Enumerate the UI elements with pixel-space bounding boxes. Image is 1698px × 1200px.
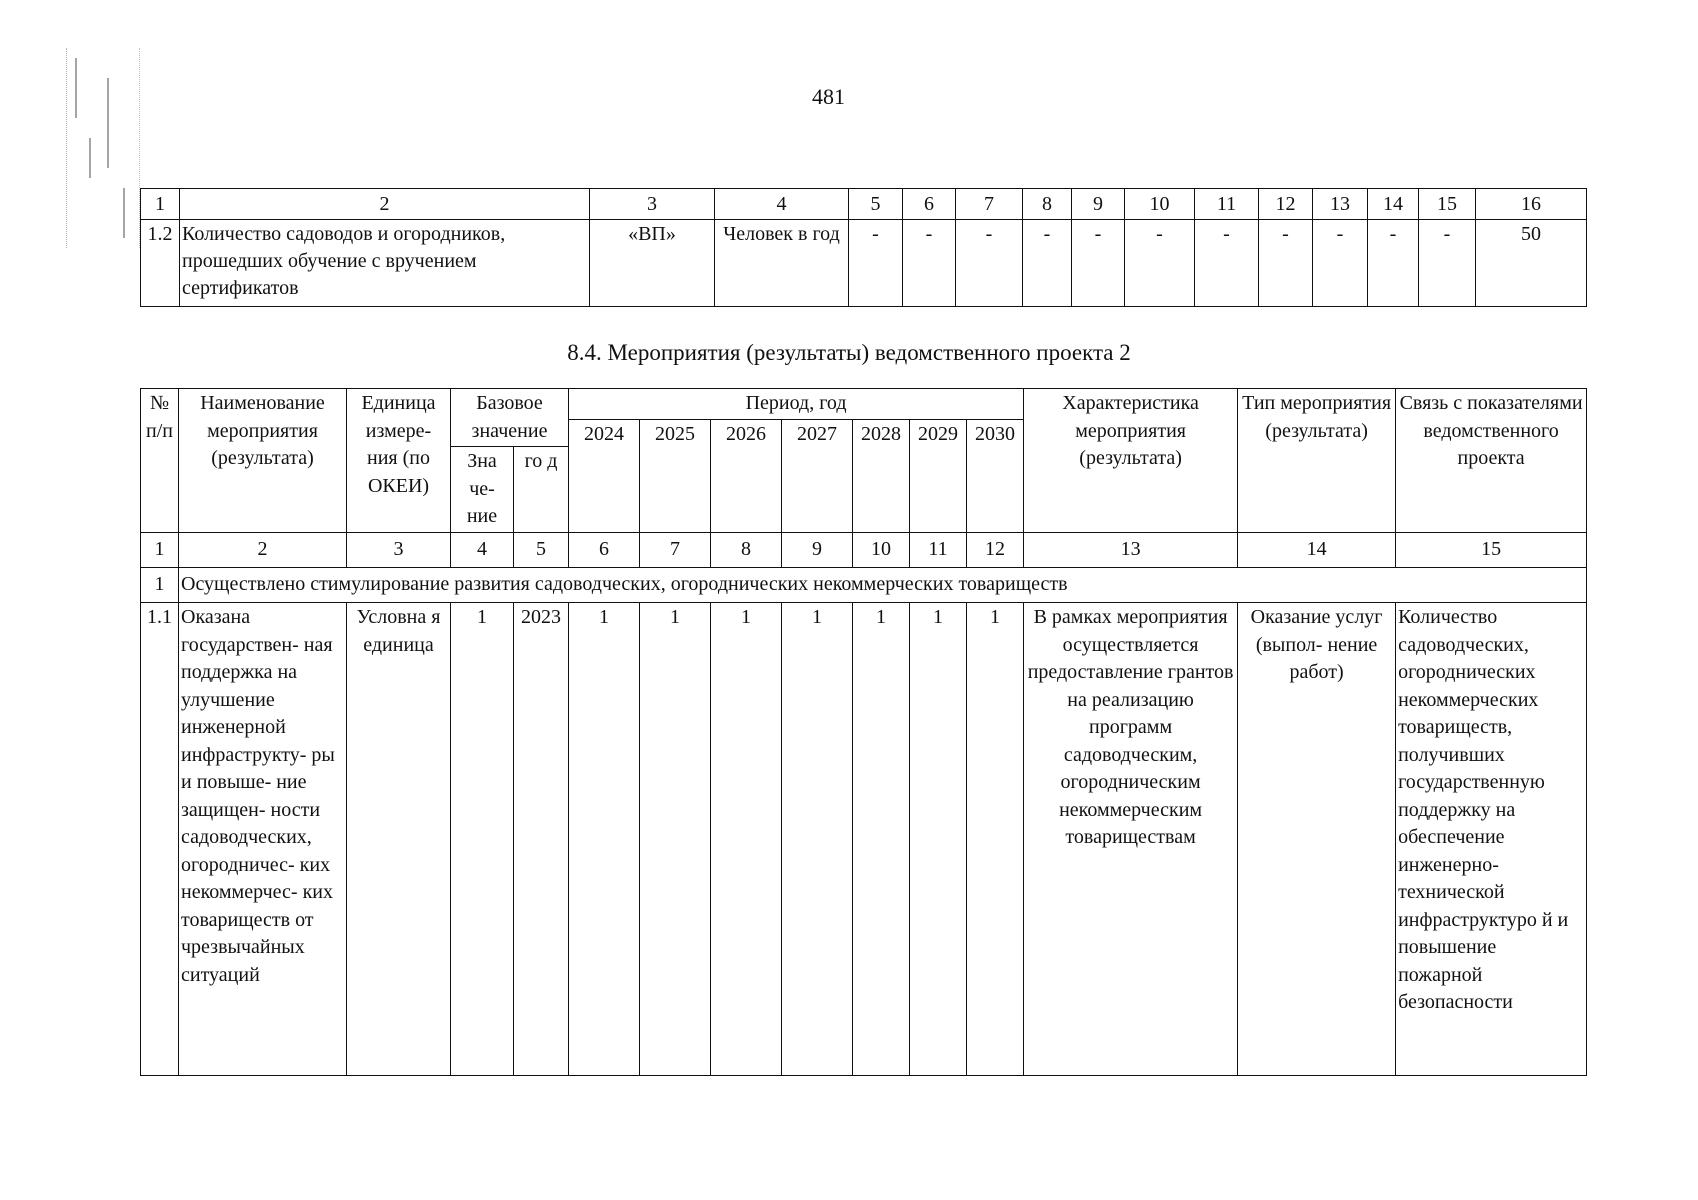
year-value: 1 bbox=[640, 603, 711, 1076]
group-number: 1 bbox=[141, 568, 179, 603]
header-year: 2026 bbox=[711, 419, 782, 533]
year-value: 1 bbox=[967, 603, 1024, 1076]
col-number: 12 bbox=[1259, 189, 1313, 220]
event-link: Количество садоводческих, огороднических некоммерческих товариществ, получивших государственную поддержку на обеспечение инженерно- технической инфраструктуро й и повышение пожарной безопасности bbox=[1396, 603, 1587, 1076]
col-number: 3 bbox=[590, 189, 715, 220]
col-number: 10 bbox=[1125, 189, 1195, 220]
archive-stamp bbox=[66, 48, 140, 248]
header-year: 2027 bbox=[782, 419, 853, 533]
base-value: 1 bbox=[451, 603, 514, 1076]
indicator-name: Количество садоводов и огородников, прошедших обучение с вручением сертификатов bbox=[180, 220, 590, 307]
header-characteristic: Характеристика мероприятия (результата) bbox=[1024, 389, 1238, 533]
header-unit: Единица измере- ния (по ОКЕИ) bbox=[347, 389, 451, 533]
col-number: 1 bbox=[141, 189, 180, 220]
empty-value: - bbox=[1259, 220, 1313, 307]
col-number: 2 bbox=[179, 533, 347, 568]
table-row bbox=[141, 603, 1587, 1076]
group-row bbox=[141, 568, 1587, 603]
col-number: 6 bbox=[569, 533, 640, 568]
col-number: 13 bbox=[1313, 189, 1368, 220]
empty-value: - bbox=[1195, 220, 1259, 307]
section-title: 8.4. Мероприятия (результаты) ведомственного проекта 2 bbox=[567, 340, 1131, 365]
col-number: 7 bbox=[640, 533, 711, 568]
col-number: 13 bbox=[1024, 533, 1238, 568]
column-number-row bbox=[141, 189, 1587, 220]
event-unit: Условна я единица bbox=[347, 603, 451, 1076]
indicators-table bbox=[140, 188, 1587, 307]
page-number: 481 bbox=[812, 84, 845, 109]
col-number: 3 bbox=[347, 533, 451, 568]
header-year: 2028 bbox=[853, 419, 910, 533]
header-row bbox=[141, 389, 1587, 420]
base-year: 2023 bbox=[514, 603, 569, 1076]
col-number: 8 bbox=[711, 533, 782, 568]
table-row bbox=[141, 220, 1587, 307]
header-base: Базовое значение bbox=[451, 389, 569, 447]
event-type: Оказание услуг (выпол- нение работ) bbox=[1238, 603, 1396, 1076]
col-number: 8 bbox=[1023, 189, 1072, 220]
col-number: 4 bbox=[715, 189, 849, 220]
header-year: 2029 bbox=[910, 419, 967, 533]
column-number-row bbox=[141, 533, 1587, 568]
header-year: 2024 bbox=[569, 419, 640, 533]
col-number: 9 bbox=[782, 533, 853, 568]
col-number: 14 bbox=[1238, 533, 1396, 568]
empty-value: - bbox=[1419, 220, 1476, 307]
header-link: Связь с показателями ведомственного проекта bbox=[1396, 389, 1587, 533]
col-number: 11 bbox=[910, 533, 967, 568]
col-number: 15 bbox=[1396, 533, 1587, 568]
col-number: 5 bbox=[849, 189, 903, 220]
indicator-value: 50 bbox=[1476, 220, 1587, 307]
year-value: 1 bbox=[711, 603, 782, 1076]
col-number: 14 bbox=[1368, 189, 1419, 220]
empty-value: - bbox=[956, 220, 1023, 307]
col-number: 6 bbox=[903, 189, 956, 220]
col-number: 10 bbox=[853, 533, 910, 568]
header-year: 2030 bbox=[967, 419, 1024, 533]
event-characteristic: В рамках мероприятия осуществляется предоставление грантов на реализацию программ садоводческим, огородническим некоммерческим товариществам bbox=[1024, 603, 1238, 1076]
events-table bbox=[140, 388, 1587, 1076]
empty-value: - bbox=[1072, 220, 1125, 307]
empty-value: - bbox=[849, 220, 903, 307]
header-type: Тип мероприятия (результата) bbox=[1238, 389, 1396, 533]
col-number: 11 bbox=[1195, 189, 1259, 220]
col-number: 15 bbox=[1419, 189, 1476, 220]
empty-value: - bbox=[1023, 220, 1072, 307]
row-number: 1.1 bbox=[141, 603, 179, 1076]
empty-value: - bbox=[903, 220, 956, 307]
header-base-year: го д bbox=[514, 447, 569, 533]
header-year: 2025 bbox=[640, 419, 711, 533]
col-number: 7 bbox=[956, 189, 1023, 220]
indicator-unit: Человек в год bbox=[715, 220, 849, 307]
year-value: 1 bbox=[569, 603, 640, 1076]
header-period: Период, год bbox=[569, 389, 1024, 420]
header-name: Наименование мероприятия (результата) bbox=[179, 389, 347, 533]
indicator-level: «ВП» bbox=[590, 220, 715, 307]
col-number: 1 bbox=[141, 533, 179, 568]
event-name: Оказана государствен- ная поддержка на улучшение инженерной инфраструкту- ры и повыше- ние защищен- ности садоводческих, огородничес- ких некоммерчес- ких товариществ от чрезвычайных ситуаций bbox=[179, 603, 347, 1076]
year-value: 1 bbox=[853, 603, 910, 1076]
row-number: 1.2 bbox=[141, 220, 180, 307]
year-value: 1 bbox=[910, 603, 967, 1076]
col-number: 16 bbox=[1476, 189, 1587, 220]
group-title: Осуществлено стимулирование развития садоводческих, огороднических некоммерческих товариществ bbox=[179, 568, 1587, 603]
col-number: 12 bbox=[967, 533, 1024, 568]
empty-value: - bbox=[1125, 220, 1195, 307]
empty-value: - bbox=[1313, 220, 1368, 307]
header-num: № п/п bbox=[141, 389, 179, 533]
col-number: 9 bbox=[1072, 189, 1125, 220]
year-value: 1 bbox=[782, 603, 853, 1076]
col-number: 4 bbox=[451, 533, 514, 568]
empty-value: - bbox=[1368, 220, 1419, 307]
header-base-value: Зна че- ние bbox=[451, 447, 514, 533]
col-number: 5 bbox=[514, 533, 569, 568]
col-number: 2 bbox=[180, 189, 590, 220]
